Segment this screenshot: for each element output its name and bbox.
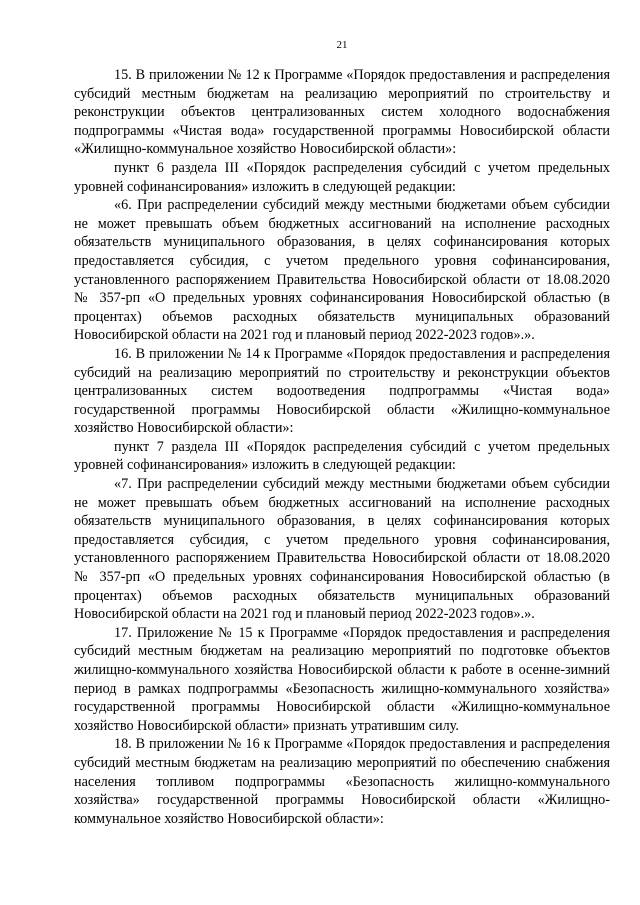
- paragraph-item-15: 15. В приложении № 12 к Программе «Порядок предоставления и распределения субсидий местным бюджетам на реализацию мероприятий по строительству и реконструкции объектов централизованных систем холодного водоснабжения подпрограммы «Чистая вода» государственной программы Новосибирской области «Жилищно-коммунальное хозяйство Новосибирской области»:: [74, 67, 610, 158]
- paragraph-item-18: 18. В приложении № 16 к Программе «Порядок предоставления и распределения субсидий местным бюджетам на реализацию мероприятий по обеспечению снабжения населения топливом подпрограммы «Безопасность жилищно-коммунального хозяйства» государственной программы Новосибирской области «Жилищно-коммунальное хозяйство Новосибирской области»:: [74, 736, 610, 827]
- paragraph-point-7: пункт 7 раздела III «Порядок распределения субсидий с учетом предельных уровней софинансирования» изложить в следующей редакции:: [74, 438, 610, 474]
- paragraph-item-16: 16. В приложении № 14 к Программе «Порядок предоставления и распределения субсидий на реализацию мероприятий по строительству и реконструкции объектов централизованных систем водоотведения подпрограммы «Чистая вода» государственной программы Новосибирской области «Жилищно-коммунальное хозяйство Новосибирской области»:: [74, 345, 610, 437]
- paragraph-point-7-text: «7. При распределении субсидий между местными бюджетами объем субсидии не может превышать объем бюджетных ассигнований на исполнение расходных обязательств муниципального образования, в целях софинансирования которых предоставляется субсидия, с учетом предельного уровня софинансирования, установленного распоряжением Правительства Новосибирской области от 18.08.2020 № 357-рп «О предельных уровнях софинансирования Новосибирской областью (в процентах) объемов расходных обязательств муниципальных образований Новосибирской области на 2021 год и плановый период 2022-2023 годов».».: [74, 476, 610, 623]
- paragraph-point-6: пункт 6 раздела III «Порядок распределения субсидий с учетом предельных уровней софинансирования» изложить в следующей редакции:: [74, 159, 610, 195]
- paragraph-point-6-text: «6. При распределении субсидий между местными бюджетами объем субсидии не может превышать объем бюджетных ассигнований на исполнение расходных обязательств муниципального образования, в целях софинансирования которых предоставляется субсидия, с учетом предельного уровня софинансирования, установленного распоряжением Правительства Новосибирской области от 18.08.2020 № 357-рп «О предельных уровнях софинансирования Новосибирской областью (в процентах) объемов расходных обязательств муниципальных образований Новосибирской области на 2021 год и плановый период 2022-2023 годов».».: [74, 197, 610, 344]
- page-number: 21: [336, 39, 348, 51]
- paragraph-item-17: 17. Приложение № 15 к Программе «Порядок предоставления и распределения субсидий местным бюджетам на реализацию мероприятий по подготовке объектов жилищно-коммунального хозяйства Новосибирской области к работе в осенне-зимний период в рамках подпрограммы «Безопасность жилищно-коммунального хозяйства» государственной программы Новосибирской области «Жилищно-коммунальное хозяйство Новосибирской области» признать утратившим силу.: [74, 624, 610, 734]
